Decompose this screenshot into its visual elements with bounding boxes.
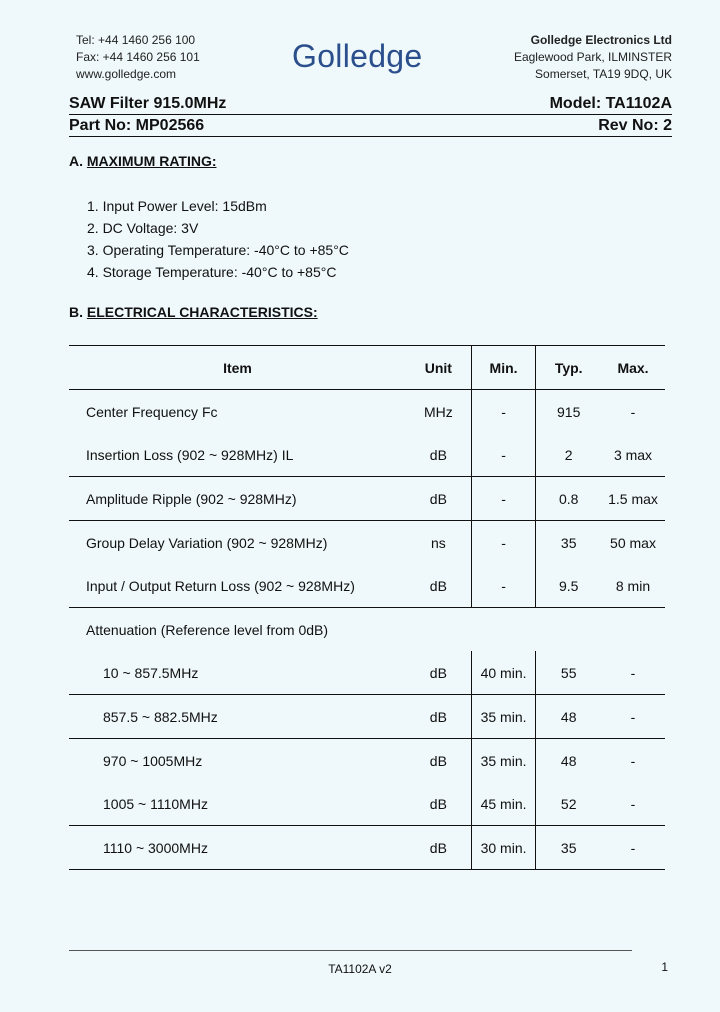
list-item: 3. Operating Temperature: -40°C to +85°C xyxy=(87,242,349,258)
title-row-2 xyxy=(69,117,672,135)
table-row xyxy=(69,521,665,565)
row-unit: ns xyxy=(430,534,446,551)
section-a-heading xyxy=(69,153,217,169)
row-typ: 48 xyxy=(536,695,601,739)
golledge-logo: Golledge xyxy=(292,38,423,74)
row-max: - xyxy=(601,826,665,870)
section-a-prefix: A. xyxy=(69,153,83,169)
row-typ: 48 xyxy=(560,752,577,769)
row-typ: 55 xyxy=(536,651,601,695)
row-unit: MHz xyxy=(423,403,453,420)
address-line-1: Eaglewood Park, ILMINSTER xyxy=(513,50,672,64)
row-typ: 0.8 xyxy=(536,477,601,521)
row-max: 3 max xyxy=(601,433,665,477)
row-min: - xyxy=(471,521,536,565)
section-b-prefix: B. xyxy=(69,304,83,320)
row-min: 35 min. xyxy=(471,695,536,739)
row-max: 50 max xyxy=(610,534,656,551)
header-unit: Unit xyxy=(406,346,471,390)
row-min: - xyxy=(471,564,536,608)
table-row xyxy=(69,782,665,826)
section-b-title: ELECTRICAL CHARACTERISTICS: xyxy=(86,304,318,320)
row-unit: dB xyxy=(406,433,471,477)
row-min: - xyxy=(471,477,536,521)
page-number: 1 xyxy=(661,960,668,974)
list-item: 1. Input Power Level: 15dBm xyxy=(87,198,267,214)
table-row-attenuation xyxy=(69,608,665,652)
row-unit: dB xyxy=(406,782,471,826)
row-max: - xyxy=(630,403,636,420)
header-item: Item xyxy=(69,346,406,390)
row-max: 1.5 max xyxy=(601,477,665,521)
table-row xyxy=(69,390,665,434)
table-row xyxy=(69,477,665,521)
row-item: 970 ~ 1005MHz xyxy=(103,752,203,769)
row-min: 40 min. xyxy=(471,651,536,695)
footer-divider xyxy=(69,950,632,951)
row-unit: dB xyxy=(406,826,471,870)
title-bottom-rule xyxy=(69,136,672,137)
row-max: - xyxy=(601,695,665,739)
table-row xyxy=(69,651,665,695)
header-min: Min. xyxy=(471,346,536,390)
table-row xyxy=(69,739,665,783)
row-item: Group Delay Variation (902 ~ 928MHz) xyxy=(86,534,328,551)
model-number: Model: TA1102A xyxy=(549,95,672,112)
product-title: SAW Filter 915.0MHz xyxy=(69,95,227,112)
row-item: 1110 ~ 3000MHz xyxy=(69,826,406,870)
part-number: Part No: MP02566 xyxy=(69,117,205,134)
row-max: - xyxy=(630,752,636,769)
maximum-rating-list xyxy=(87,195,349,283)
table-header-row xyxy=(69,346,665,390)
row-unit: dB xyxy=(406,651,471,695)
row-max: - xyxy=(601,782,665,826)
title-divider xyxy=(69,114,672,115)
company-address xyxy=(514,32,672,83)
row-typ: 35 xyxy=(536,826,601,870)
contact-block xyxy=(76,32,200,83)
row-unit: dB xyxy=(406,695,471,739)
tel-text: Tel: +44 1460 256 100 xyxy=(76,33,196,47)
row-typ: 2 xyxy=(536,433,601,477)
row-min: - xyxy=(471,390,536,434)
list-item: 4. Storage Temperature: -40°C to +85°C xyxy=(87,264,337,280)
row-item: 857.5 ~ 882.5MHz xyxy=(69,695,406,739)
row-min: 35 min. xyxy=(471,739,536,783)
table-row xyxy=(69,826,665,870)
company-name: Golledge Electronics Ltd xyxy=(530,33,672,47)
row-typ: 35 xyxy=(560,534,577,551)
website-link[interactable]: www.golledge.com xyxy=(76,67,177,81)
row-typ: 52 xyxy=(536,782,601,826)
row-item: Input / Output Return Loss (902 ~ 928MHz) xyxy=(69,564,406,608)
row-item: Insertion Loss (902 ~ 928MHz) IL xyxy=(69,433,406,477)
section-a-title: MAXIMUM RATING: xyxy=(86,153,217,169)
address-line-2: Somerset, TA19 9DQ, UK xyxy=(535,67,672,81)
row-unit: dB xyxy=(406,477,471,521)
row-item: Attenuation (Reference level from 0dB) xyxy=(86,621,329,638)
row-unit: dB xyxy=(406,564,471,608)
fax-text: Fax: +44 1460 256 101 xyxy=(76,50,200,64)
section-b-heading xyxy=(69,304,318,320)
list-item: 2. DC Voltage: 3V xyxy=(87,220,199,236)
row-min: 45 min. xyxy=(471,782,536,826)
row-item: 1005 ~ 1110MHz xyxy=(69,782,406,826)
row-max: 8 min xyxy=(601,564,665,608)
header-typ: Typ. xyxy=(536,346,601,390)
title-row-1 xyxy=(69,95,672,113)
row-item: 10 ~ 857.5MHz xyxy=(69,651,406,695)
header-max: Max. xyxy=(601,346,665,390)
row-typ: 9.5 xyxy=(536,564,601,608)
row-min: - xyxy=(471,433,536,477)
row-item: Center Frequency Fc xyxy=(86,403,218,420)
table-row xyxy=(69,433,665,477)
revision-number: Rev No: 2 xyxy=(598,117,672,134)
row-item: Amplitude Ripple (902 ~ 928MHz) xyxy=(69,477,406,521)
footer-doc-id: TA1102A v2 xyxy=(328,962,392,976)
table-row xyxy=(69,564,665,608)
row-min: 30 min. xyxy=(471,826,536,870)
table-row xyxy=(69,695,665,739)
row-unit: dB xyxy=(429,752,447,769)
electrical-characteristics-table xyxy=(69,345,665,870)
row-typ: 915 xyxy=(557,403,581,420)
row-max: - xyxy=(601,651,665,695)
